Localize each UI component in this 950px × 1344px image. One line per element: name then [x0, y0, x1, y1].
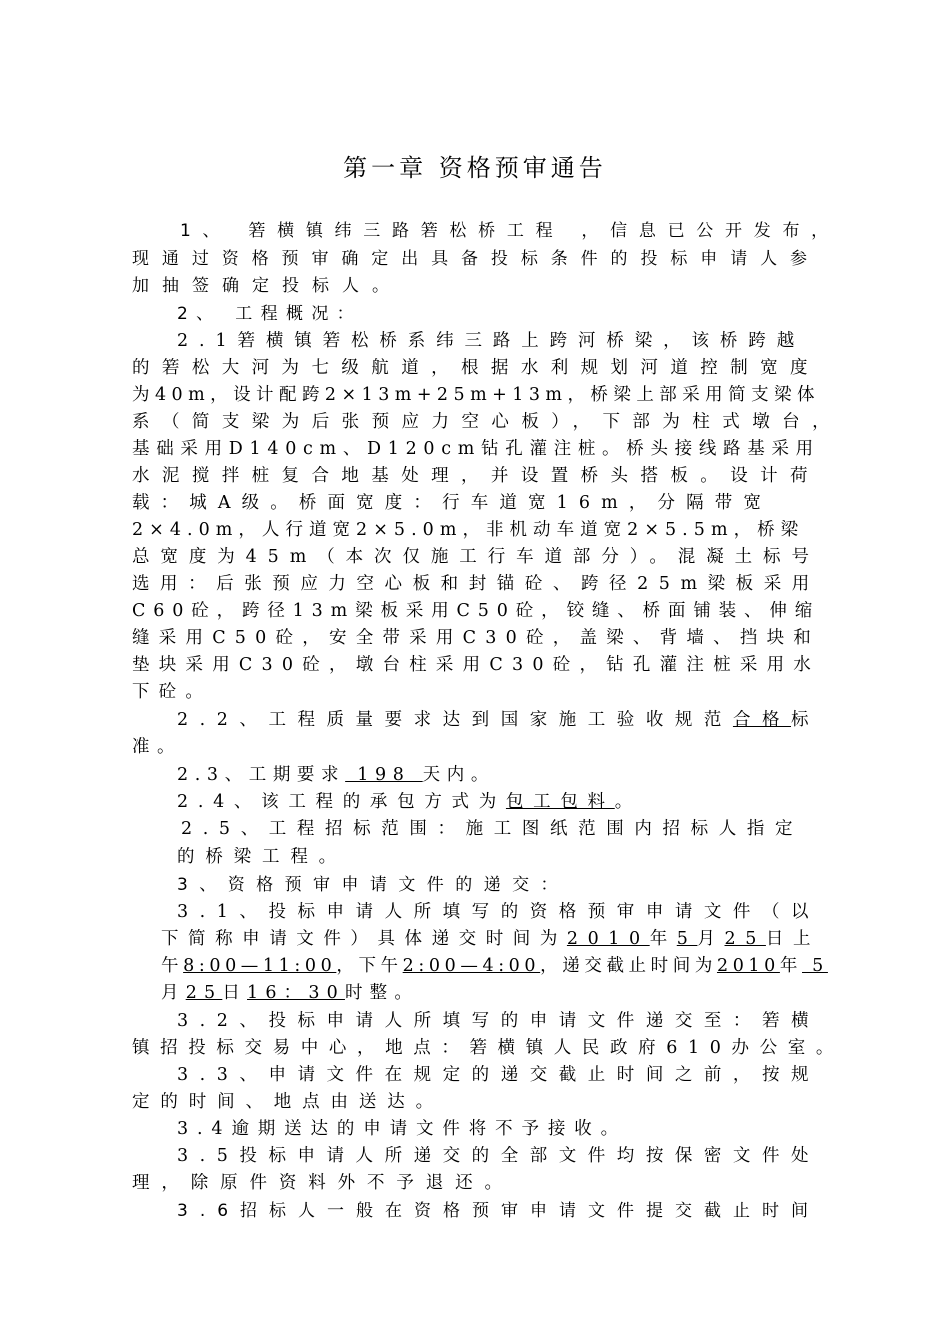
text-segment: 年 — [649, 929, 677, 949]
text-segment: 下简称申请文件）具体递交时间为 — [161, 929, 567, 949]
text-line — [177, 1010, 820, 1032]
text-segment: 的桥梁工程。 — [177, 847, 347, 867]
text-line — [161, 928, 820, 950]
text-line — [177, 1064, 820, 1086]
text-line — [132, 438, 820, 460]
text-segment: 3.3、申请文件在规定的递交截止时间之前，按规 — [177, 1065, 821, 1085]
text-segment: 2、 工程概况： — [177, 304, 363, 324]
text-segment: 3.5投标申请人所递交的全部文件均按保密文件处 — [177, 1146, 821, 1166]
text-line — [132, 384, 820, 406]
text-segment: 水泥搅拌桩复合地基处理，并设置桥头搭板。设计荷 — [132, 466, 820, 486]
text-segment: 加抽签确定投标人。 — [132, 276, 402, 296]
text-line — [132, 546, 820, 568]
text-segment: 缝采用C50砼，安全带采用C30砼，盖梁、背墙、挡块和 — [132, 628, 821, 648]
text-line — [132, 275, 402, 297]
text-segment: 镇招投标交易中心，地点：箬横镇人民政府610办公室。 — [132, 1038, 845, 1058]
text-segment: ，下午 — [336, 956, 403, 976]
text-segment: 2.5、工程招标范围：施工图纸范围内招标人指定 — [181, 819, 804, 839]
text-segment: 2.2、工程质量要求达到国家施工验收规范 — [177, 710, 733, 730]
underlined-value: 16：30 — [247, 983, 345, 1003]
text-line — [132, 736, 182, 758]
text-segment: 1、 箬横镇纬三路箬松桥工程 ，信息已公开发布， — [180, 221, 840, 241]
text-segment: 理，除原件资料外不予退还。 — [132, 1173, 514, 1193]
text-segment: 2.4、该工程的承包方式为 — [177, 792, 506, 812]
text-line — [132, 654, 820, 676]
underlined-value: 包工包料 — [505, 792, 615, 812]
text-line — [177, 709, 820, 731]
text-segment: 载：城A级。桥面宽度：行车道宽16m，分隔带宽 — [132, 493, 772, 513]
text-segment: 总宽度为45m（本次仅施工行车道部分）。混凝土标号 — [132, 547, 820, 567]
text-segment: 的箬松大河为七级航道，根据水利规划河道控制宽度 — [132, 358, 820, 378]
text-line — [161, 955, 828, 977]
text-segment: 2×4.0m，人行道宽2×5.0m，非机动车道宽2×5.5m，桥梁 — [132, 520, 805, 540]
underlined-value: 8:00—11:00 — [183, 956, 337, 976]
text-line — [132, 1091, 444, 1113]
text-line — [177, 791, 642, 813]
text-segment: 现通过资格预审确定出具备投标条件的投标申请人参 — [132, 249, 820, 269]
text-line — [132, 681, 212, 703]
text-segment: 3.2、投标申请人所填写的申请文件递交至：箬横 — [177, 1011, 821, 1031]
text-line — [177, 303, 362, 325]
text-segment: 。 — [614, 792, 642, 812]
underlined-value: 5 — [676, 929, 698, 949]
text-segment: 准。 — [132, 737, 182, 757]
underlined-value: 合格 — [732, 710, 791, 730]
text-segment: 月 — [161, 983, 186, 1003]
text-line — [132, 627, 820, 649]
underlined-value: 2010 — [716, 956, 780, 976]
text-segment: 月 — [697, 929, 725, 949]
text-line — [132, 1172, 514, 1194]
text-line — [177, 1200, 820, 1222]
text-segment: 下砼。 — [132, 682, 213, 702]
text-line — [132, 357, 820, 379]
text-segment: 3.1、投标申请人所填写的资格预审申请文件（以 — [177, 902, 821, 922]
text-segment: 标 — [791, 710, 821, 730]
text-line — [132, 492, 772, 514]
text-line — [181, 818, 803, 840]
text-segment: 基础采用D140cm、D120cm钻孔灌注桩。桥头接线路基采用 — [132, 439, 820, 459]
underlined-value: 5 — [802, 956, 828, 976]
text-line — [180, 220, 840, 242]
page-title: 第一章 资格预审通告 — [343, 154, 607, 182]
text-line — [177, 764, 495, 786]
underlined-value: 25 — [185, 983, 223, 1003]
text-line — [177, 901, 820, 923]
text-segment: 选用：后张预应力空心板和封锚砼、跨径25m梁板采用 — [132, 574, 820, 594]
text-segment: 2.3、工期要求 — [177, 765, 346, 785]
text-segment: 为40m，设计配跨2×13m+25m+13m，桥梁上部采用简支梁体 — [132, 385, 820, 405]
text-line — [132, 465, 820, 487]
text-segment: 天内。 — [422, 765, 495, 785]
text-segment: 定的时间、地点由送达。 — [132, 1092, 444, 1112]
text-segment: ，递交截止时间为 — [540, 956, 717, 976]
text-line — [132, 411, 842, 433]
text-segment: C60砼，跨径13m梁板采用C50砼，铰缝、桥面铺装、伸缩 — [132, 601, 821, 621]
text-segment: 3.4逾期送达的申请文件将不予接收。 — [177, 1119, 627, 1139]
text-segment: 日上 — [765, 929, 821, 949]
text-line — [132, 600, 820, 622]
text-segment: 2.1箬横镇箬松桥系纬三路上跨河桥梁，该桥跨越 — [177, 331, 806, 351]
text-segment: 垫块采用C30砼，墩台柱采用C30砼，钻孔灌注桩采用水 — [132, 655, 821, 675]
underlined-value: 25 — [724, 929, 766, 949]
text-segment: 年 — [779, 956, 803, 976]
text-segment: 时整。 — [344, 983, 419, 1003]
text-line — [177, 846, 347, 868]
text-line — [132, 519, 804, 541]
text-line — [132, 573, 820, 595]
underlined-value: 2:00—4:00 — [402, 956, 541, 976]
text-segment: 午 — [161, 956, 184, 976]
text-segment: 日 — [222, 983, 248, 1003]
underlined-value: 2010 — [566, 929, 650, 949]
text-segment: 3、资格预审申请文件的递交： — [177, 875, 569, 895]
text-segment: 3.6招标人一般在资格预审申请文件提交截止时间 — [177, 1201, 821, 1221]
text-line — [132, 1037, 844, 1059]
text-line — [177, 1145, 820, 1167]
text-line — [177, 874, 569, 896]
text-line — [161, 982, 419, 1004]
underlined-value: 198 — [345, 765, 423, 785]
text-line — [177, 1118, 627, 1140]
text-segment: 系（简支梁为后张预应力空心板），下部为柱式墩台， — [132, 412, 843, 432]
text-line — [132, 248, 820, 270]
text-line — [177, 330, 805, 352]
